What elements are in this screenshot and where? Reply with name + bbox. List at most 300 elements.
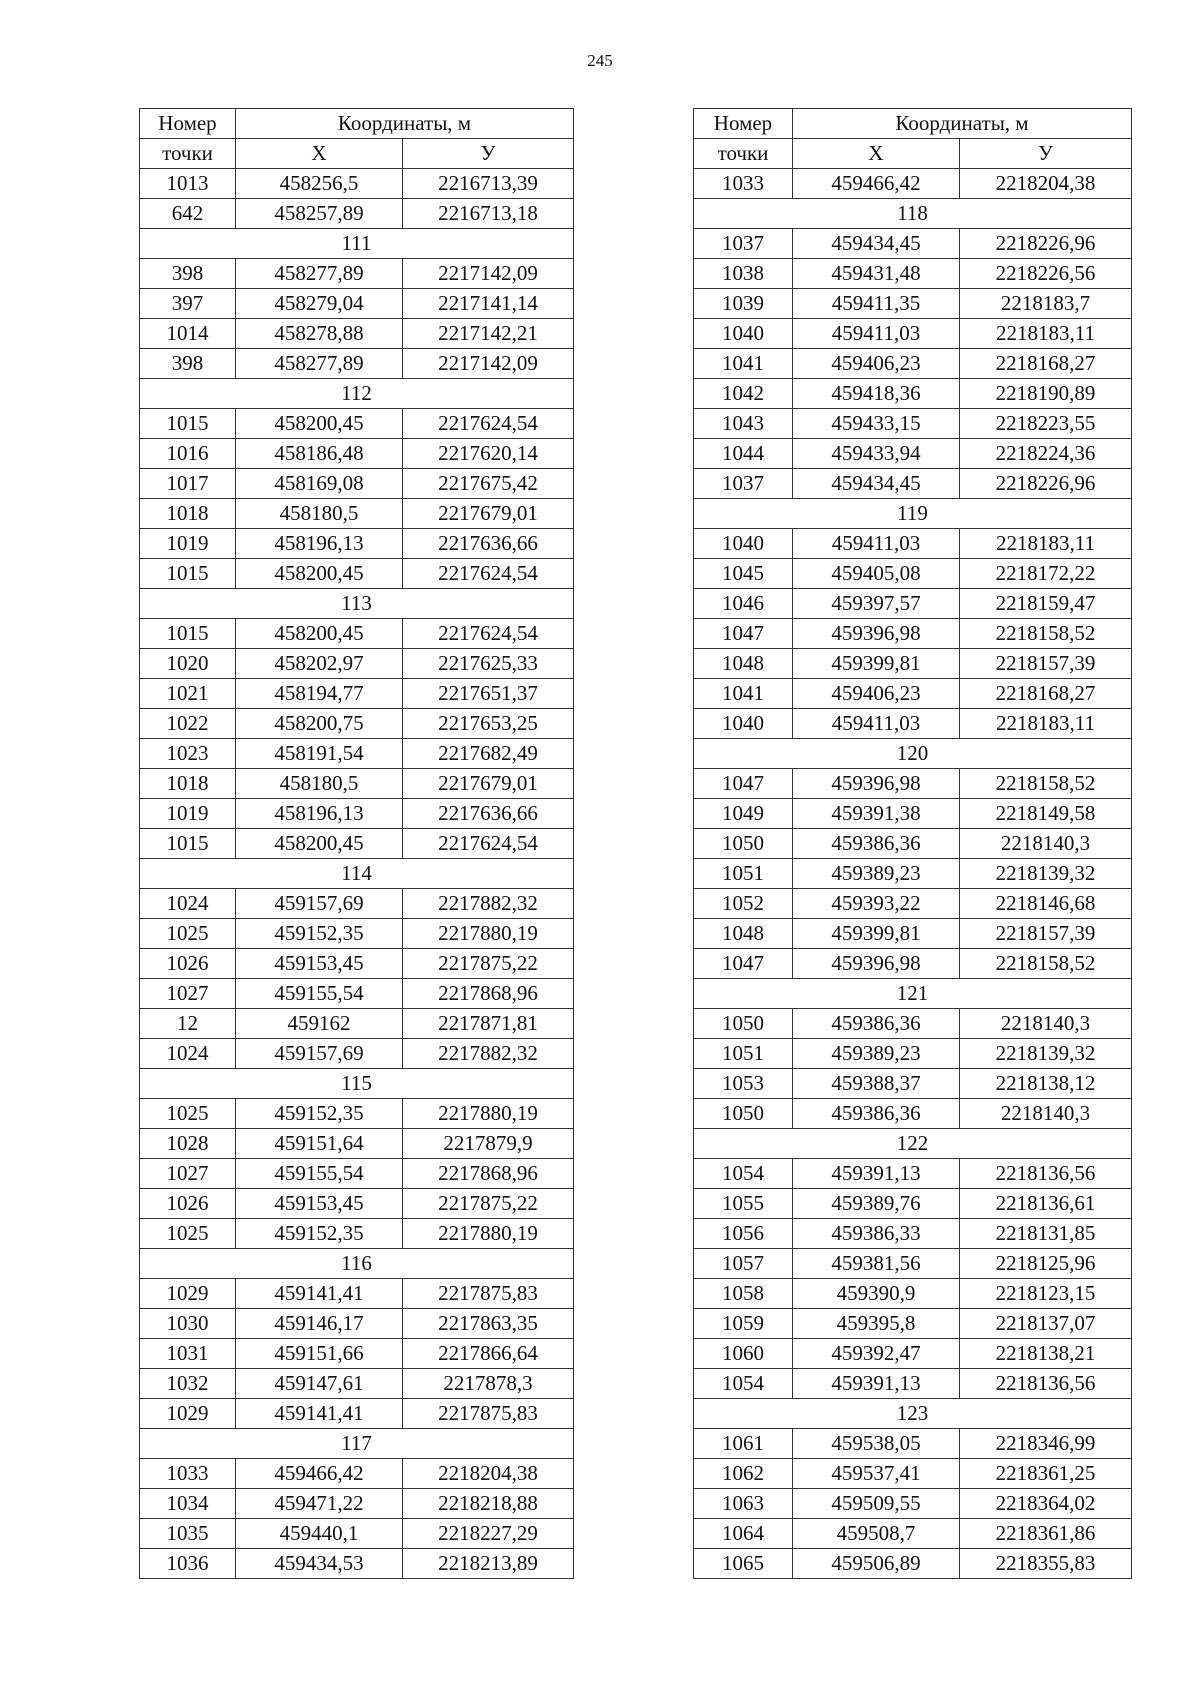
- y-coordinate-cell: 2217875,83: [403, 1399, 574, 1429]
- x-coordinate-cell: 459396,98: [793, 619, 960, 649]
- table-row: [694, 709, 1132, 739]
- point-number-cell: 1063: [694, 1489, 793, 1519]
- point-number-cell: 1056: [694, 1219, 793, 1249]
- table-row: [140, 1399, 574, 1429]
- x-coordinate-cell: 459418,36: [793, 379, 960, 409]
- table-row: [140, 649, 574, 679]
- point-number-cell: 1039: [694, 289, 793, 319]
- point-number-cell: 1019: [140, 529, 236, 559]
- section-row: [140, 229, 574, 259]
- point-number-cell: 1048: [694, 649, 793, 679]
- header-row: [694, 109, 1132, 139]
- point-number-cell: 1027: [140, 979, 236, 1009]
- table-row: [694, 1369, 1132, 1399]
- x-coordinate-cell: 459440,1: [236, 1519, 403, 1549]
- point-number-cell: 1035: [140, 1519, 236, 1549]
- point-number-cell: 1024: [140, 889, 236, 919]
- table-row: [694, 289, 1132, 319]
- x-header: X: [236, 139, 403, 169]
- table-row: [140, 409, 574, 439]
- table-row: [694, 1249, 1132, 1279]
- point-number-cell: 397: [140, 289, 236, 319]
- y-header: У: [403, 139, 574, 169]
- point-number-cell: 1061: [694, 1429, 793, 1459]
- table-row: [694, 559, 1132, 589]
- x-coordinate-cell: 458194,77: [236, 679, 403, 709]
- x-coordinate-cell: 459141,41: [236, 1399, 403, 1429]
- x-coordinate-cell: 459405,08: [793, 559, 960, 589]
- table-row: [694, 409, 1132, 439]
- x-header: X: [793, 139, 960, 169]
- table-row: [140, 1159, 574, 1189]
- x-coordinate-cell: 459506,89: [793, 1549, 960, 1579]
- point-number-cell: 12: [140, 1009, 236, 1039]
- x-coordinate-cell: 459152,35: [236, 1219, 403, 1249]
- table-row: [140, 259, 574, 289]
- x-coordinate-cell: 459151,64: [236, 1129, 403, 1159]
- y-coordinate-cell: 2218157,39: [960, 649, 1132, 679]
- table-row: [140, 1489, 574, 1519]
- point-number-cell: 1037: [694, 229, 793, 259]
- section-row: [140, 1069, 574, 1099]
- table-row: [140, 1219, 574, 1249]
- y-coordinate-cell: 2217880,19: [403, 1219, 574, 1249]
- section-row: [694, 1399, 1132, 1429]
- x-coordinate-cell: 458180,5: [236, 769, 403, 799]
- y-coordinate-cell: 2218136,56: [960, 1159, 1132, 1189]
- x-coordinate-cell: 459509,55: [793, 1489, 960, 1519]
- point-number-cell: 1029: [140, 1399, 236, 1429]
- table-row: [140, 709, 574, 739]
- point-number-cell: 1047: [694, 949, 793, 979]
- table-body: [140, 169, 574, 1579]
- point-number-header: Номер: [694, 109, 793, 139]
- y-coordinate-cell: 2218158,52: [960, 949, 1132, 979]
- point-number-cell: 398: [140, 259, 236, 289]
- point-number-cell: 642: [140, 199, 236, 229]
- y-coordinate-cell: 2218149,58: [960, 799, 1132, 829]
- table-row: [140, 679, 574, 709]
- point-number-cell: 1058: [694, 1279, 793, 1309]
- y-coordinate-cell: 2218136,56: [960, 1369, 1132, 1399]
- point-number-cell: 1032: [140, 1369, 236, 1399]
- x-coordinate-cell: 459466,42: [236, 1459, 403, 1489]
- y-coordinate-cell: 2217866,64: [403, 1339, 574, 1369]
- point-number-cell: 1059: [694, 1309, 793, 1339]
- y-coordinate-cell: 2218223,55: [960, 409, 1132, 439]
- x-coordinate-cell: 459389,23: [793, 859, 960, 889]
- y-coordinate-cell: 2218157,39: [960, 919, 1132, 949]
- y-coordinate-cell: 2217875,22: [403, 949, 574, 979]
- x-coordinate-cell: 458257,89: [236, 199, 403, 229]
- section-number: 118: [694, 199, 1132, 229]
- point-number-cell: 398: [140, 349, 236, 379]
- table-row: [694, 1429, 1132, 1459]
- y-coordinate-cell: 2218183,11: [960, 319, 1132, 349]
- point-number-cell: 1015: [140, 409, 236, 439]
- y-coordinate-cell: 2218168,27: [960, 349, 1132, 379]
- table-row: [140, 829, 574, 859]
- y-coordinate-cell: 2217675,42: [403, 469, 574, 499]
- y-coordinate-cell: 2218213,89: [403, 1549, 574, 1579]
- table-row: [140, 919, 574, 949]
- x-coordinate-cell: 458256,5: [236, 169, 403, 199]
- table-row: [694, 679, 1132, 709]
- point-number-cell: 1041: [694, 679, 793, 709]
- x-coordinate-cell: 459471,22: [236, 1489, 403, 1519]
- x-coordinate-cell: 459434,45: [793, 469, 960, 499]
- section-number: 113: [140, 589, 574, 619]
- point-number-cell: 1028: [140, 1129, 236, 1159]
- point-number-cell: 1026: [140, 1189, 236, 1219]
- point-number-cell: 1053: [694, 1069, 793, 1099]
- section-number: 121: [694, 979, 1132, 1009]
- point-number-cell: 1025: [140, 1099, 236, 1129]
- x-coordinate-cell: 459434,45: [793, 229, 960, 259]
- x-coordinate-cell: 459146,17: [236, 1309, 403, 1339]
- x-coordinate-cell: 458196,13: [236, 529, 403, 559]
- y-coordinate-cell: 2217624,54: [403, 409, 574, 439]
- section-number: 115: [140, 1069, 574, 1099]
- table-row: [694, 1339, 1132, 1369]
- x-coordinate-cell: 458202,97: [236, 649, 403, 679]
- point-number-cell: 1055: [694, 1189, 793, 1219]
- x-coordinate-cell: 458196,13: [236, 799, 403, 829]
- y-coordinate-cell: 2217878,3: [403, 1369, 574, 1399]
- table-row: [694, 229, 1132, 259]
- table-row: [694, 949, 1132, 979]
- y-coordinate-cell: 2217882,32: [403, 889, 574, 919]
- y-coordinate-cell: 2218139,32: [960, 859, 1132, 889]
- table-row: [694, 1219, 1132, 1249]
- x-coordinate-cell: 459406,23: [793, 679, 960, 709]
- y-coordinate-cell: 2217142,09: [403, 259, 574, 289]
- point-number-cell: 1033: [694, 169, 793, 199]
- y-coordinate-cell: 2218226,96: [960, 469, 1132, 499]
- table-row: [140, 1309, 574, 1339]
- x-coordinate-cell: 458200,45: [236, 559, 403, 589]
- table-row: [140, 169, 574, 199]
- table-row: [694, 589, 1132, 619]
- table-row: [694, 829, 1132, 859]
- point-number-cell: 1065: [694, 1549, 793, 1579]
- table-row: [140, 1369, 574, 1399]
- x-coordinate-cell: 459411,03: [793, 319, 960, 349]
- table-row: [694, 1519, 1132, 1549]
- point-number-cell: 1025: [140, 919, 236, 949]
- table-row: [694, 859, 1132, 889]
- x-coordinate-cell: 458278,88: [236, 319, 403, 349]
- y-coordinate-cell: 2218146,68: [960, 889, 1132, 919]
- x-coordinate-cell: 459395,8: [793, 1309, 960, 1339]
- section-row: [140, 379, 574, 409]
- table-row: [694, 769, 1132, 799]
- y-coordinate-cell: 2218158,52: [960, 769, 1132, 799]
- y-coordinate-cell: 2218168,27: [960, 679, 1132, 709]
- table-row: [694, 1069, 1132, 1099]
- y-coordinate-cell: 2218140,3: [960, 829, 1132, 859]
- y-coordinate-cell: 2217875,83: [403, 1279, 574, 1309]
- x-coordinate-cell: 458277,89: [236, 349, 403, 379]
- point-number-cell: 1048: [694, 919, 793, 949]
- point-number-header: Номер: [140, 109, 236, 139]
- x-coordinate-cell: 459153,45: [236, 1189, 403, 1219]
- point-number-cell: 1049: [694, 799, 793, 829]
- point-number-cell: 1013: [140, 169, 236, 199]
- table-row: [140, 439, 574, 469]
- y-coordinate-cell: 2218218,88: [403, 1489, 574, 1519]
- section-number: 112: [140, 379, 574, 409]
- table-row: [694, 619, 1132, 649]
- point-number-cell: 1044: [694, 439, 793, 469]
- x-coordinate-cell: 458200,45: [236, 829, 403, 859]
- table-row: [140, 469, 574, 499]
- x-coordinate-cell: 459406,23: [793, 349, 960, 379]
- point-number-cell: 1038: [694, 259, 793, 289]
- x-coordinate-cell: 459411,03: [793, 709, 960, 739]
- point-number-cell: 1062: [694, 1459, 793, 1489]
- point-number-cell: 1051: [694, 859, 793, 889]
- x-coordinate-cell: 458200,75: [236, 709, 403, 739]
- table-row: [694, 169, 1132, 199]
- x-coordinate-cell: 459399,81: [793, 649, 960, 679]
- section-number: 119: [694, 499, 1132, 529]
- y-coordinate-cell: 2217141,14: [403, 289, 574, 319]
- coordinates-header: Координаты, м: [793, 109, 1132, 139]
- y-coordinate-cell: 2218140,3: [960, 1099, 1132, 1129]
- x-coordinate-cell: 459537,41: [793, 1459, 960, 1489]
- coordinates-table-right: [693, 108, 1132, 1579]
- table-row: [140, 619, 574, 649]
- y-coordinate-cell: 2218125,96: [960, 1249, 1132, 1279]
- coordinates-header: Координаты, м: [236, 109, 574, 139]
- y-coordinate-cell: 2218139,32: [960, 1039, 1132, 1069]
- y-coordinate-cell: 2218224,36: [960, 439, 1132, 469]
- y-coordinate-cell: 2218355,83: [960, 1549, 1132, 1579]
- y-coordinate-cell: 2218159,47: [960, 589, 1132, 619]
- table-row: [140, 199, 574, 229]
- x-coordinate-cell: 459392,47: [793, 1339, 960, 1369]
- x-coordinate-cell: 459399,81: [793, 919, 960, 949]
- section-row: [140, 1249, 574, 1279]
- y-coordinate-cell: 2217625,33: [403, 649, 574, 679]
- x-coordinate-cell: 458180,5: [236, 499, 403, 529]
- section-number: 114: [140, 859, 574, 889]
- y-coordinate-cell: 2218361,25: [960, 1459, 1132, 1489]
- y-coordinate-cell: 2217679,01: [403, 499, 574, 529]
- point-number-cell: 1024: [140, 1039, 236, 1069]
- section-row: [140, 589, 574, 619]
- y-coordinate-cell: 2216713,39: [403, 169, 574, 199]
- table-row: [694, 349, 1132, 379]
- x-coordinate-cell: 459391,13: [793, 1369, 960, 1399]
- point-number-cell: 1029: [140, 1279, 236, 1309]
- section-number: 123: [694, 1399, 1132, 1429]
- point-number-cell: 1023: [140, 739, 236, 769]
- section-number: 116: [140, 1249, 574, 1279]
- y-coordinate-cell: 2217636,66: [403, 529, 574, 559]
- table-row: [140, 1549, 574, 1579]
- x-coordinate-cell: 459396,98: [793, 769, 960, 799]
- x-coordinate-cell: 459386,36: [793, 1099, 960, 1129]
- x-coordinate-cell: 459434,53: [236, 1549, 403, 1579]
- y-coordinate-cell: 2217636,66: [403, 799, 574, 829]
- y-coordinate-cell: 2217142,09: [403, 349, 574, 379]
- table-row: [694, 799, 1132, 829]
- point-number-cell: 1016: [140, 439, 236, 469]
- x-coordinate-cell: 458200,45: [236, 619, 403, 649]
- table-row: [694, 1159, 1132, 1189]
- point-number-cell: 1050: [694, 1099, 793, 1129]
- point-number-cell: 1019: [140, 799, 236, 829]
- point-number-cell: 1057: [694, 1249, 793, 1279]
- point-number-cell: 1018: [140, 499, 236, 529]
- y-coordinate-cell: 2218364,02: [960, 1489, 1132, 1519]
- y-coordinate-cell: 2218183,7: [960, 289, 1132, 319]
- table-row: [694, 439, 1132, 469]
- point-number-cell: 1033: [140, 1459, 236, 1489]
- point-number-cell: 1031: [140, 1339, 236, 1369]
- y-coordinate-cell: 2217624,54: [403, 829, 574, 859]
- section-row: [140, 859, 574, 889]
- x-coordinate-cell: 459390,9: [793, 1279, 960, 1309]
- y-coordinate-cell: 2217880,19: [403, 919, 574, 949]
- y-coordinate-cell: 2218346,99: [960, 1429, 1132, 1459]
- y-coordinate-cell: 2216713,18: [403, 199, 574, 229]
- point-number-cell: 1036: [140, 1549, 236, 1579]
- point-number-cell: 1041: [694, 349, 793, 379]
- point-number-cell: 1017: [140, 469, 236, 499]
- x-coordinate-cell: 459466,42: [793, 169, 960, 199]
- x-coordinate-cell: 458191,54: [236, 739, 403, 769]
- x-coordinate-cell: 459157,69: [236, 1039, 403, 1069]
- table-row: [140, 1459, 574, 1489]
- y-coordinate-cell: 2218190,89: [960, 379, 1132, 409]
- point-number-cell: 1047: [694, 619, 793, 649]
- y-coordinate-cell: 2217624,54: [403, 619, 574, 649]
- table-row: [140, 1009, 574, 1039]
- y-coordinate-cell: 2217620,14: [403, 439, 574, 469]
- y-coordinate-cell: 2218204,38: [403, 1459, 574, 1489]
- section-row: [694, 199, 1132, 229]
- table-row: [694, 1099, 1132, 1129]
- point-number-cell: 1054: [694, 1369, 793, 1399]
- y-coordinate-cell: 2217868,96: [403, 1159, 574, 1189]
- y-coordinate-cell: 2218140,3: [960, 1009, 1132, 1039]
- point-number-cell: 1040: [694, 709, 793, 739]
- x-coordinate-cell: 458279,04: [236, 289, 403, 319]
- x-coordinate-cell: 459152,35: [236, 919, 403, 949]
- point-number-cell: 1015: [140, 829, 236, 859]
- table-row: [140, 559, 574, 589]
- table-row: [694, 1549, 1132, 1579]
- table-row: [140, 769, 574, 799]
- y-coordinate-cell: 2217142,21: [403, 319, 574, 349]
- point-number-cell: 1040: [694, 529, 793, 559]
- y-coordinate-cell: 2217868,96: [403, 979, 574, 1009]
- point-number-cell: 1047: [694, 769, 793, 799]
- point-number-cell: 1046: [694, 589, 793, 619]
- coordinates-table-left: [139, 108, 574, 1579]
- table-row: [140, 349, 574, 379]
- y-coordinate-cell: 2217653,25: [403, 709, 574, 739]
- point-number-cell: 1014: [140, 319, 236, 349]
- y-coordinate-cell: 2217871,81: [403, 1009, 574, 1039]
- section-number: 120: [694, 739, 1132, 769]
- table-row: [140, 1129, 574, 1159]
- table-row: [694, 259, 1132, 289]
- x-coordinate-cell: 459396,98: [793, 949, 960, 979]
- x-coordinate-cell: 459386,36: [793, 829, 960, 859]
- section-row: [140, 1429, 574, 1459]
- x-coordinate-cell: 458169,08: [236, 469, 403, 499]
- table-row: [140, 1279, 574, 1309]
- x-coordinate-cell: 459386,36: [793, 1009, 960, 1039]
- y-coordinate-cell: 2217863,35: [403, 1309, 574, 1339]
- point-number-cell: 1015: [140, 559, 236, 589]
- section-row: [694, 739, 1132, 769]
- table-row: [694, 1279, 1132, 1309]
- table-row: [140, 1519, 574, 1549]
- point-number-cell: 1064: [694, 1519, 793, 1549]
- header-row: [694, 139, 1132, 169]
- y-coordinate-cell: 2217879,9: [403, 1129, 574, 1159]
- y-coordinate-cell: 2217682,49: [403, 739, 574, 769]
- x-coordinate-cell: 459381,56: [793, 1249, 960, 1279]
- table-row: [140, 289, 574, 319]
- y-coordinate-cell: 2218183,11: [960, 529, 1132, 559]
- y-coordinate-cell: 2218138,21: [960, 1339, 1132, 1369]
- point-number-cell: 1052: [694, 889, 793, 919]
- table-body: [694, 169, 1132, 1579]
- table-row: [140, 1339, 574, 1369]
- section-number: 117: [140, 1429, 574, 1459]
- table-row: [694, 889, 1132, 919]
- point-number-cell: 1043: [694, 409, 793, 439]
- point-number-cell: 1040: [694, 319, 793, 349]
- point-number-cell: 1042: [694, 379, 793, 409]
- table-row: [140, 319, 574, 349]
- x-coordinate-cell: 459151,66: [236, 1339, 403, 1369]
- table-row: [694, 319, 1132, 349]
- x-coordinate-cell: 458200,45: [236, 409, 403, 439]
- section-row: [694, 1129, 1132, 1159]
- header-row: [140, 139, 574, 169]
- x-coordinate-cell: 459433,15: [793, 409, 960, 439]
- x-coordinate-cell: 459508,7: [793, 1519, 960, 1549]
- y-coordinate-cell: 2217875,22: [403, 1189, 574, 1219]
- y-coordinate-cell: 2218158,52: [960, 619, 1132, 649]
- table-row: [140, 799, 574, 829]
- point-number-cell: 1015: [140, 619, 236, 649]
- point-number-header: точки: [140, 139, 236, 169]
- table-row: [694, 379, 1132, 409]
- x-coordinate-cell: 459431,48: [793, 259, 960, 289]
- x-coordinate-cell: 459538,05: [793, 1429, 960, 1459]
- table-row: [694, 1009, 1132, 1039]
- y-coordinate-cell: 2218137,07: [960, 1309, 1132, 1339]
- y-coordinate-cell: 2217882,32: [403, 1039, 574, 1069]
- y-coordinate-cell: 2217651,37: [403, 679, 574, 709]
- x-coordinate-cell: 459388,37: [793, 1069, 960, 1099]
- point-number-cell: 1018: [140, 769, 236, 799]
- x-coordinate-cell: 459393,22: [793, 889, 960, 919]
- x-coordinate-cell: 459389,23: [793, 1039, 960, 1069]
- table-row: [140, 499, 574, 529]
- table-row: [694, 919, 1132, 949]
- point-number-cell: 1034: [140, 1489, 236, 1519]
- y-coordinate-cell: 2218204,38: [960, 169, 1132, 199]
